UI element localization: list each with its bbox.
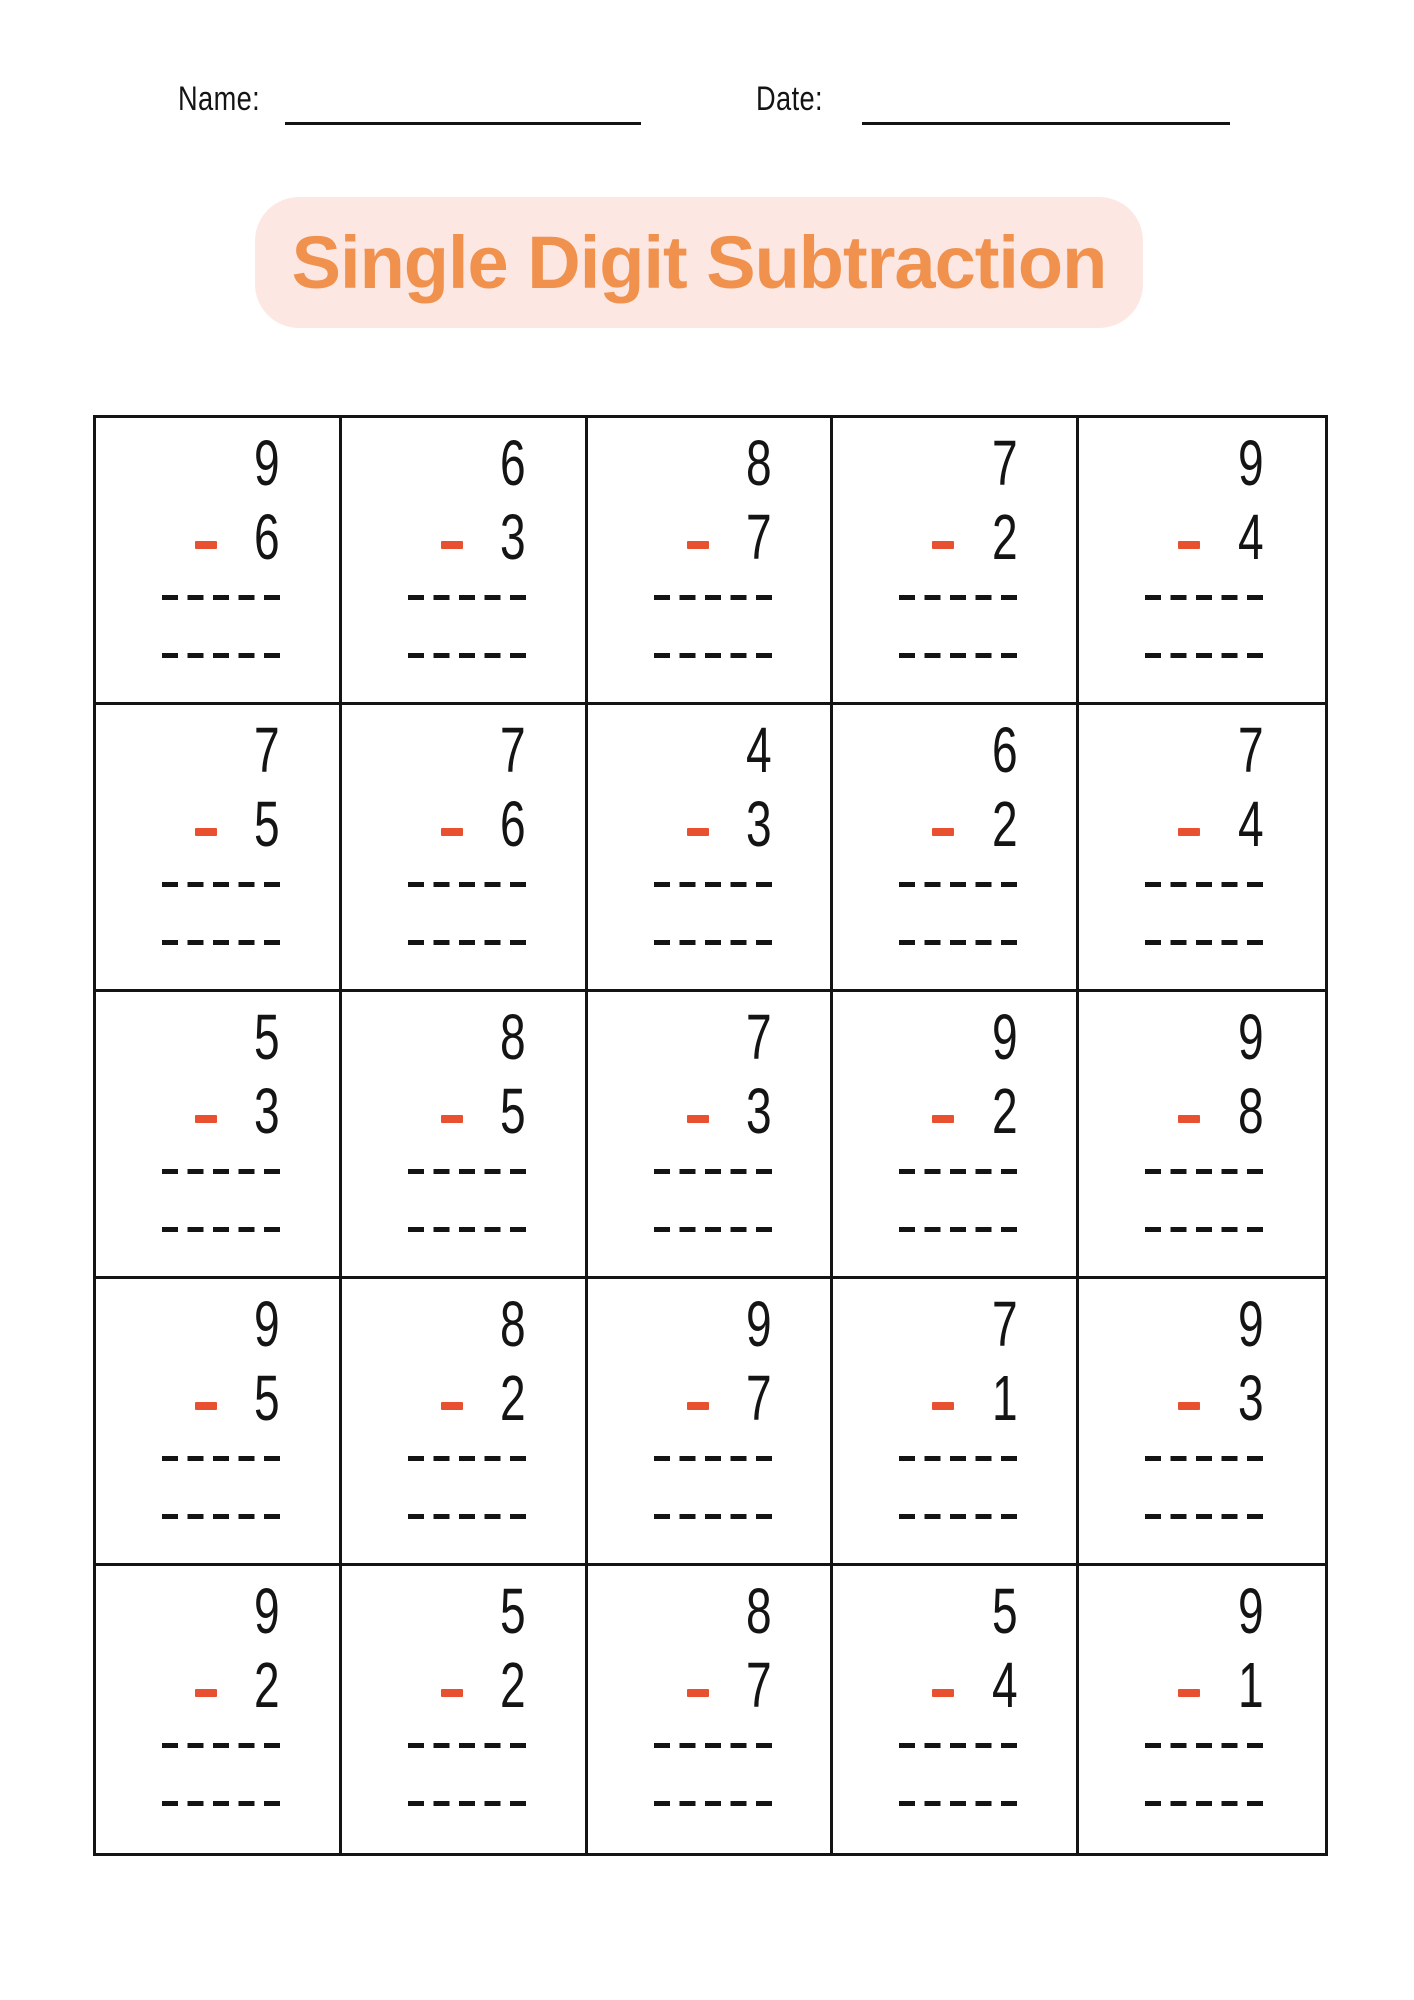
problem-cell	[588, 1279, 834, 1566]
minuend-row	[899, 426, 1017, 500]
problem-cell	[588, 418, 834, 705]
minuend: 7	[500, 714, 526, 786]
minus-icon	[932, 541, 954, 549]
minuend-row	[654, 426, 772, 500]
subtrahend-row	[408, 1648, 526, 1722]
minus-icon	[1178, 1115, 1200, 1123]
minuend: 7	[254, 714, 280, 786]
minus-icon	[195, 828, 217, 836]
minuend: 9	[254, 1575, 280, 1647]
subtrahend-row	[1145, 1361, 1263, 1435]
answer-line-2[interactable]	[1145, 653, 1263, 658]
minuend-row	[654, 713, 772, 787]
subtraction-problem	[654, 1000, 772, 1232]
subtrahend: 7	[745, 501, 772, 573]
subtraction-problem	[654, 1574, 772, 1806]
answer-line-1[interactable]	[899, 1456, 1017, 1461]
problem-cell	[588, 1566, 834, 1853]
subtrahend: 8	[1237, 1075, 1264, 1147]
minus-icon	[932, 1402, 954, 1410]
problem-cell	[833, 1566, 1079, 1853]
minuend: 6	[500, 427, 526, 499]
subtrahend-row	[654, 1074, 772, 1148]
problem-cell	[96, 1279, 342, 1566]
minuend: 7	[991, 1288, 1018, 1360]
minuend: 4	[745, 714, 772, 786]
problem-cell	[96, 992, 342, 1279]
subtraction-problem	[899, 713, 1017, 945]
subtraction-problem	[408, 1287, 526, 1519]
subtrahend-row	[408, 500, 526, 574]
minus-icon	[687, 1689, 709, 1697]
subtrahend-row	[654, 500, 772, 574]
answer-line-1[interactable]	[408, 882, 526, 887]
subtrahend: 7	[745, 1362, 772, 1434]
answer-line-1[interactable]	[899, 1169, 1017, 1174]
subtrahend: 3	[745, 1075, 772, 1147]
subtrahend-row	[899, 500, 1017, 574]
problem-cell	[342, 1279, 588, 1566]
subtrahend-row	[899, 1361, 1017, 1435]
answer-line-1[interactable]	[1145, 1456, 1263, 1461]
answer-line-1[interactable]	[654, 595, 772, 600]
answer-line-2[interactable]	[162, 1801, 280, 1806]
minus-icon	[195, 541, 217, 549]
answer-line-2[interactable]	[408, 653, 526, 658]
subtrahend: 1	[991, 1362, 1018, 1434]
answer-line-2[interactable]	[162, 1227, 280, 1232]
problem-cell	[1079, 1279, 1325, 1566]
subtrahend: 4	[1237, 501, 1264, 573]
minus-icon	[1178, 1689, 1200, 1697]
minuend-row	[162, 1000, 280, 1074]
minuend-row	[408, 1287, 526, 1361]
subtrahend-row	[654, 1648, 772, 1722]
answer-line-1[interactable]	[899, 882, 1017, 887]
minuend: 7	[745, 1001, 772, 1073]
answer-line-1[interactable]	[408, 1743, 526, 1748]
answer-line-2[interactable]	[899, 653, 1017, 658]
answer-line-2[interactable]	[162, 940, 280, 945]
subtrahend: 2	[500, 1362, 526, 1434]
problem-cell	[1079, 418, 1325, 705]
subtrahend: 3	[745, 788, 772, 860]
problem-cell	[588, 992, 834, 1279]
answer-line-1[interactable]	[1145, 1743, 1263, 1748]
minuend-row	[1145, 1287, 1263, 1361]
minuend-row	[408, 1000, 526, 1074]
subtrahend-row	[899, 787, 1017, 861]
minuend-row	[899, 1574, 1017, 1648]
answer-line-1[interactable]	[408, 1169, 526, 1174]
problem-cell	[833, 992, 1079, 1279]
minuend-row	[654, 1574, 772, 1648]
answer-line-2[interactable]	[408, 940, 526, 945]
date-underline[interactable]	[862, 122, 1230, 125]
minuend-row	[899, 1287, 1017, 1361]
subtraction-problem	[899, 1287, 1017, 1519]
minus-icon	[441, 1689, 463, 1697]
minus-icon	[441, 1402, 463, 1410]
problem-cell	[96, 705, 342, 992]
subtraction-problem	[162, 1574, 280, 1806]
answer-line-2[interactable]	[654, 653, 772, 658]
minus-icon	[1178, 1402, 1200, 1410]
minuend: 5	[254, 1001, 280, 1073]
answer-line-1[interactable]	[654, 1743, 772, 1748]
minus-icon	[932, 828, 954, 836]
answer-line-1[interactable]	[654, 1456, 772, 1461]
minuend-row	[1145, 713, 1263, 787]
minus-icon	[441, 1115, 463, 1123]
minus-icon	[932, 1689, 954, 1697]
answer-line-2[interactable]	[899, 940, 1017, 945]
subtrahend: 3	[254, 1075, 280, 1147]
answer-line-1[interactable]	[1145, 882, 1263, 887]
answer-line-2[interactable]	[1145, 940, 1263, 945]
problem-cell	[833, 418, 1079, 705]
subtraction-problem	[408, 1000, 526, 1232]
answer-line-2[interactable]	[899, 1514, 1017, 1519]
minuend: 8	[500, 1288, 526, 1360]
minuend: 9	[1237, 427, 1264, 499]
minuend-row	[408, 713, 526, 787]
problem-cell	[342, 705, 588, 992]
minuend: 7	[1237, 714, 1264, 786]
minuend: 7	[991, 427, 1018, 499]
problem-cell	[96, 1566, 342, 1853]
answer-line-1[interactable]	[1145, 595, 1263, 600]
subtraction-problem	[654, 1287, 772, 1519]
problem-cell	[1079, 1566, 1325, 1853]
minuend-row	[162, 713, 280, 787]
subtraction-problem	[162, 426, 280, 658]
answer-line-2[interactable]	[899, 1801, 1017, 1806]
subtrahend-row	[654, 787, 772, 861]
minus-icon	[195, 1689, 217, 1697]
subtraction-problem	[162, 713, 280, 945]
subtraction-problem	[162, 1287, 280, 1519]
problem-cell	[833, 1279, 1079, 1566]
problem-cell	[342, 418, 588, 705]
answer-line-2[interactable]	[1145, 1801, 1263, 1806]
subtrahend-row	[162, 787, 280, 861]
minuend: 9	[745, 1288, 772, 1360]
answer-line-1[interactable]	[408, 1456, 526, 1461]
minuend-row	[899, 1000, 1017, 1074]
answer-line-1[interactable]	[1145, 1169, 1263, 1174]
answer-line-2[interactable]	[408, 1227, 526, 1232]
answer-line-1[interactable]	[162, 1169, 280, 1174]
subtrahend-row	[1145, 787, 1263, 861]
minuend: 9	[254, 427, 280, 499]
minuend: 9	[991, 1001, 1018, 1073]
subtrahend: 3	[1237, 1362, 1264, 1434]
subtrahend: 4	[1237, 788, 1264, 860]
subtraction-problem	[1145, 1574, 1263, 1806]
answer-line-2[interactable]	[654, 1227, 772, 1232]
minus-icon	[687, 1115, 709, 1123]
subtrahend-row	[899, 1074, 1017, 1148]
minuend: 9	[1237, 1001, 1264, 1073]
subtrahend: 7	[745, 1649, 772, 1721]
subtrahend: 5	[254, 788, 280, 860]
answer-line-1[interactable]	[162, 1456, 280, 1461]
minuend: 9	[254, 1288, 280, 1360]
subtrahend: 2	[500, 1649, 526, 1721]
minuend-row	[408, 1574, 526, 1648]
subtraction-problem	[1145, 1000, 1263, 1232]
answer-line-2[interactable]	[408, 1514, 526, 1519]
minuend-row	[162, 426, 280, 500]
minuend: 9	[1237, 1288, 1264, 1360]
subtraction-problem	[899, 1574, 1017, 1806]
subtrahend-row	[654, 1361, 772, 1435]
subtrahend: 4	[991, 1649, 1018, 1721]
problems-grid	[93, 415, 1328, 1856]
date-label: Date:	[756, 80, 824, 118]
subtrahend: 2	[254, 1649, 280, 1721]
answer-line-2[interactable]	[1145, 1514, 1263, 1519]
minuend: 6	[991, 714, 1018, 786]
minuend: 8	[745, 1575, 772, 1647]
subtrahend-row	[162, 1648, 280, 1722]
problem-cell	[1079, 705, 1325, 992]
problem-cell	[96, 418, 342, 705]
minuend: 5	[500, 1575, 526, 1647]
answer-line-2[interactable]	[654, 940, 772, 945]
subtrahend: 2	[991, 788, 1018, 860]
subtraction-problem	[408, 1574, 526, 1806]
subtrahend: 2	[991, 1075, 1018, 1147]
subtrahend: 2	[991, 501, 1018, 573]
subtrahend-row	[162, 1074, 280, 1148]
answer-line-1[interactable]	[162, 595, 280, 600]
answer-line-2[interactable]	[1145, 1227, 1263, 1232]
answer-line-1[interactable]	[162, 882, 280, 887]
subtraction-problem	[899, 1000, 1017, 1232]
subtraction-problem	[1145, 713, 1263, 945]
answer-line-1[interactable]	[408, 595, 526, 600]
answer-line-1[interactable]	[162, 1743, 280, 1748]
subtraction-problem	[408, 713, 526, 945]
subtraction-problem	[654, 713, 772, 945]
answer-line-1[interactable]	[654, 882, 772, 887]
minus-icon	[687, 541, 709, 549]
minuend-row	[1145, 426, 1263, 500]
problem-cell	[1079, 992, 1325, 1279]
minuend-row	[162, 1287, 280, 1361]
minuend-row	[899, 713, 1017, 787]
minuend-row	[654, 1287, 772, 1361]
subtrahend-row	[1145, 500, 1263, 574]
name-underline[interactable]	[285, 122, 641, 125]
problem-cell	[342, 1566, 588, 1853]
answer-line-1[interactable]	[654, 1169, 772, 1174]
problem-cell	[342, 992, 588, 1279]
minuend: 8	[745, 427, 772, 499]
subtrahend: 5	[254, 1362, 280, 1434]
answer-line-2[interactable]	[654, 1801, 772, 1806]
answer-line-1[interactable]	[899, 1743, 1017, 1748]
minuend-row	[654, 1000, 772, 1074]
answer-line-2[interactable]	[408, 1801, 526, 1806]
answer-line-2[interactable]	[162, 1514, 280, 1519]
minuend-row	[1145, 1000, 1263, 1074]
page-title: Single Digit Subtraction	[291, 221, 1107, 304]
subtrahend-row	[162, 500, 280, 574]
subtrahend-row	[899, 1648, 1017, 1722]
minus-icon	[932, 1115, 954, 1123]
name-label: Name:	[178, 80, 261, 118]
subtrahend-row	[1145, 1648, 1263, 1722]
answer-line-2[interactable]	[162, 653, 280, 658]
minuend: 5	[991, 1575, 1018, 1647]
answer-line-2[interactable]	[654, 1514, 772, 1519]
subtraction-problem	[408, 426, 526, 658]
answer-line-1[interactable]	[899, 595, 1017, 600]
subtrahend: 1	[1237, 1649, 1264, 1721]
subtraction-problem	[899, 426, 1017, 658]
subtrahend-row	[408, 1361, 526, 1435]
problem-cell	[588, 705, 834, 992]
minuend: 8	[500, 1001, 526, 1073]
minus-icon	[441, 828, 463, 836]
minus-icon	[195, 1115, 217, 1123]
minus-icon	[687, 1402, 709, 1410]
subtraction-problem	[1145, 426, 1263, 658]
title-banner	[255, 197, 1143, 328]
minuend-row	[162, 1574, 280, 1648]
subtrahend: 5	[500, 1075, 526, 1147]
minus-icon	[441, 541, 463, 549]
problem-cell	[833, 705, 1079, 992]
minus-icon	[1178, 828, 1200, 836]
minuend: 9	[1237, 1575, 1264, 1647]
subtrahend: 3	[500, 501, 526, 573]
subtrahend: 6	[254, 501, 280, 573]
minuend-row	[408, 426, 526, 500]
subtrahend-row	[1145, 1074, 1263, 1148]
subtraction-problem	[162, 1000, 280, 1232]
subtraction-problem	[654, 426, 772, 658]
subtraction-problem	[1145, 1287, 1263, 1519]
minus-icon	[195, 1402, 217, 1410]
minuend-row	[1145, 1574, 1263, 1648]
subtrahend-row	[408, 787, 526, 861]
answer-line-2[interactable]	[899, 1227, 1017, 1232]
subtrahend-row	[162, 1361, 280, 1435]
subtrahend-row	[408, 1074, 526, 1148]
minus-icon	[1178, 541, 1200, 549]
minus-icon	[687, 828, 709, 836]
subtrahend: 6	[500, 788, 526, 860]
